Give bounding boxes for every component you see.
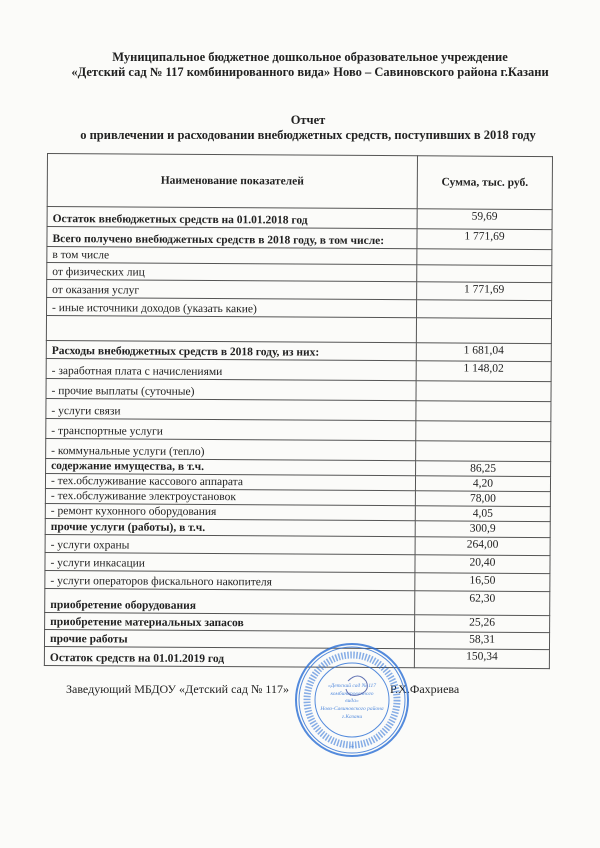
col-sum-header: Сумма, тыс. руб. <box>417 156 552 210</box>
row-value: 78,00 <box>415 491 550 507</box>
table-row <box>47 298 552 319</box>
svg-text:+: + <box>349 742 355 751</box>
row-value <box>416 421 551 442</box>
table-row <box>46 378 551 401</box>
table-row <box>47 227 552 250</box>
table-row <box>46 418 551 441</box>
row-label: - тех.обслуживание кассового аппарата <box>45 473 415 490</box>
row-value: 62,30 <box>415 591 550 616</box>
row-value: 1 771,69 <box>417 282 552 301</box>
row-label: прочие работы <box>44 629 414 648</box>
row-label: от физических лиц <box>47 263 417 282</box>
row-value: 1 148,02 <box>416 361 551 382</box>
row-label: - ремонт кухонного оборудования <box>45 503 415 520</box>
row-label: - услуги операторов фискального накопителя <box>45 570 415 590</box>
row-value <box>416 441 551 462</box>
row-value: 16,50 <box>415 573 550 592</box>
row-label: от оказания услуг <box>47 280 417 300</box>
row-label: - тех.обслуживание электроустановок <box>45 488 415 505</box>
row-label: приобретение оборудования <box>45 588 415 614</box>
row-value: 58,31 <box>414 632 549 650</box>
row-label: - коммунальные услуги (тепло) <box>46 438 416 460</box>
col-name-header: Наименование показателей <box>47 154 417 209</box>
report-title: Отчет <box>290 113 326 127</box>
row-value: 300,9 <box>415 521 550 538</box>
table-row <box>46 358 551 381</box>
row-value: 264,00 <box>415 537 550 556</box>
row-label: Остаток средств на 01.01.2019 год <box>44 646 414 667</box>
org-line-1: Муниципальное бюджетное дошкольное образовательное учреждение <box>112 50 508 64</box>
row-value <box>417 249 552 266</box>
row-label: - услуги инкасации <box>45 552 415 572</box>
row-value: 4,05 <box>415 506 550 522</box>
row-label: - услуги охраны <box>45 534 415 554</box>
row-value <box>416 381 551 402</box>
svg-text:«Детский сад № 117: «Детский сад № 117 <box>327 683 377 689</box>
row-label: - транспортные услуги <box>46 418 416 440</box>
row-value: 59,69 <box>417 209 552 230</box>
official-stamp <box>293 641 411 759</box>
report-title-block <box>8 113 600 143</box>
row-label: приобретение материальных запасов <box>45 612 415 631</box>
svg-text:вида»: вида» <box>345 698 359 704</box>
row-label: - иные источники доходов (указать какие) <box>47 298 417 318</box>
svg-text:Ново-Савиновского района: Ново-Савиновского района <box>320 706 384 712</box>
row-label: - прочие выплаты (суточные) <box>46 378 416 400</box>
organization-header <box>10 50 600 80</box>
svg-text:г.Казани: г.Казани <box>341 714 363 720</box>
table-row <box>45 588 550 615</box>
row-value: 20,40 <box>415 555 550 574</box>
row-label: - услуги связи <box>46 398 416 420</box>
row-value: 4,20 <box>415 476 550 492</box>
row-value: 25,26 <box>415 615 550 633</box>
signature-position: Заведующий МБДОУ «Детский сад № 117» <box>66 682 289 696</box>
row-value: 150,34 <box>414 649 549 669</box>
row-value: 1 681,04 <box>416 343 551 362</box>
row-label: в том числе <box>47 247 417 265</box>
table-row <box>46 438 551 461</box>
svg-text:комбинированного: комбинированного <box>330 691 374 697</box>
row-label: Всего получено внебюджетных средств в 2018 году, в том числе: <box>47 227 417 249</box>
table-header <box>47 154 552 210</box>
table-row <box>46 340 551 361</box>
row-value <box>417 265 552 283</box>
signature-name: Р.Х.Фахриева <box>390 682 460 696</box>
row-value <box>416 318 551 344</box>
row-value: 1 771,69 <box>417 229 552 250</box>
row-value <box>416 401 551 422</box>
row-value: 86,25 <box>416 461 551 477</box>
row-label: содержание имущества, в т.ч. <box>46 458 416 475</box>
table-row <box>45 534 550 555</box>
table-row <box>45 552 550 573</box>
row-label <box>46 316 416 343</box>
table-row <box>47 280 552 301</box>
row-label: прочие услуги (работы), в т.ч. <box>45 518 415 536</box>
report-subtitle: о привлечении и расходовании внебюджетных средств, поступивших в 2018 году <box>80 128 536 142</box>
row-label: - заработная плата с начислениями <box>46 358 416 380</box>
row-label: Остаток внебюджетных средств на 01.01.2018 год <box>47 207 417 229</box>
table-row <box>47 207 552 230</box>
row-label: Расходы внебюджетных средств в 2018 году, из них: <box>46 340 416 360</box>
row-value <box>417 300 552 319</box>
org-line-2: «Детский сад № 117 комбинированного вида» Ново – Савиновского района г.Казани <box>71 65 549 79</box>
table-row <box>45 570 550 591</box>
report-table <box>44 153 553 669</box>
table-row <box>46 316 551 344</box>
